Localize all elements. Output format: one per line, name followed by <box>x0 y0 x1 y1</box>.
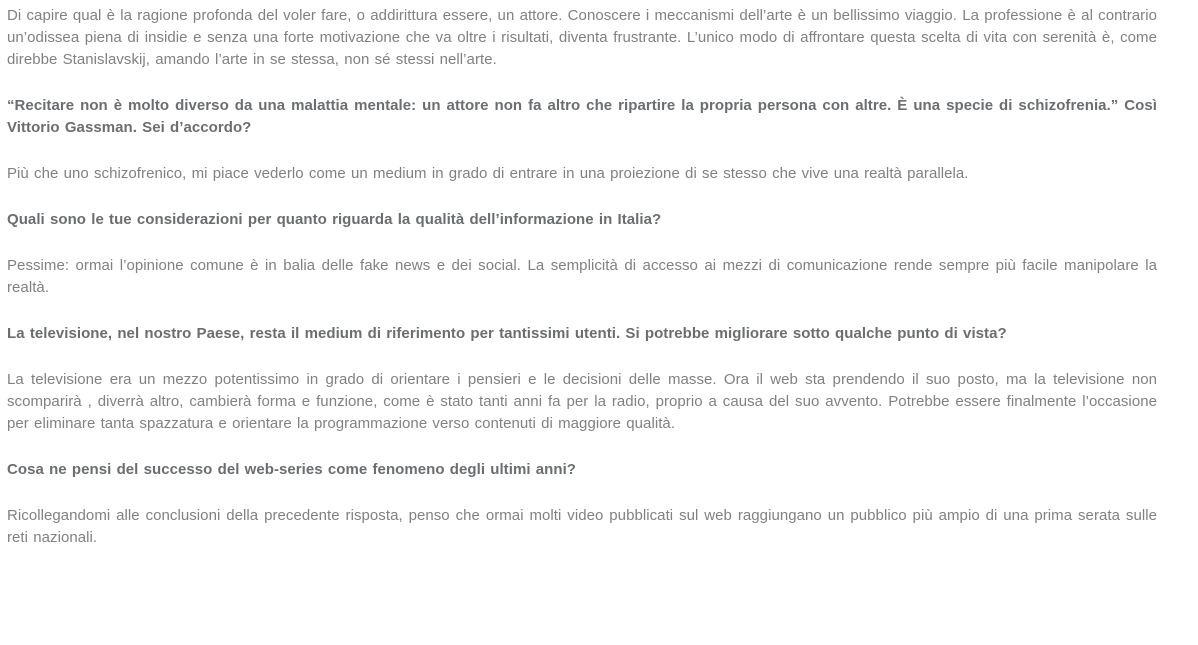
interview-question-webseries: Cosa ne pensi del successo del web-series come fenomeno degli ultimi anni? <box>7 461 577 478</box>
interview-question-informazione: Quali sono le tue considerazioni per quanto riguarda la qualità dell’informazione in Italia? <box>7 211 662 228</box>
interview-answer-gassman-quote: Più che uno schizofrenico, mi piace vederlo come un medium in grado di entrare in una proiezione di se stesso che vive una realtà parallela. <box>7 165 969 182</box>
interview-answer-televisione: La televisione era un mezzo potentissimo in grado di orientare i pensieri e le decisioni delle masse. Ora il web sta prendendo il suo posto, ma la televisione non scomparirà , diverrà altro, cambierà forma e funzione, come è stato tanti anni fa per la radio, proprio a causa del suo avvento. Potrebbe essere finalmente l’occasione per eliminare tanta spazzatura e orientare la programmazione verso contenuti di maggiore qualità. <box>7 371 1157 432</box>
interview-answer-informazione: Pessime: ormai l’opinione comune è in balia delle fake news e dei social. La semplicità di accesso ai mezzi di comunicazione rende sempre più facile manipolare la realtà. <box>7 257 1157 296</box>
intro-paragraph: Di capire qual è la ragione profonda del voler fare, o addirittura essere, un attore. Conoscere i meccanismi dell’arte è un bellissimo viaggio. La professione è al contrario un’odissea piena di insidie e senza una forte motivazione che va oltre i risultati, diventa frustrante. L’unico modo di affrontare questa scelta di vita con serenità è, come direbbe Stanislavskij, amando l’arte in se stessa, non sé stessi nell’arte. <box>7 7 1157 68</box>
interview-answer-webseries: Ricollegandomi alle conclusioni della precedente risposta, penso che ormai molti video pubblicati sul web raggiungano un pubblico più ampio di una prima serata sulle reti nazionali. <box>7 507 1157 546</box>
interview-question-gassman-quote: “Recitare non è molto diverso da una malattia mentale: un attore non fa altro che ripartire la propria persona con altre. È una specie di schizofrenia.” Così Vittorio Gassman. Sei d’accordo? <box>7 97 1157 136</box>
interview-question-televisione: La televisione, nel nostro Paese, resta il medium di riferimento per tantissimi utenti. Si potrebbe migliorare sotto qualche punto di vista? <box>7 325 1007 342</box>
